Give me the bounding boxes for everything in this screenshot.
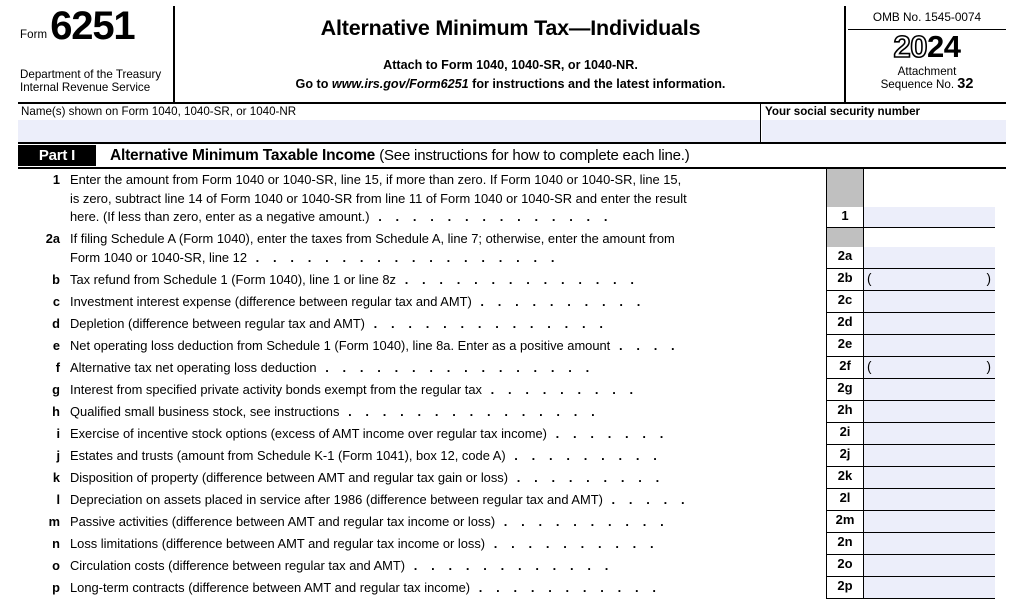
line-description-2g bbox=[70, 381, 825, 400]
form-number: 6251 bbox=[50, 4, 135, 48]
ssn-caption: Your social security number bbox=[765, 105, 921, 118]
dot-leader: . . . . . . . . . bbox=[505, 447, 662, 463]
line-text: Enter the amount from Form 1040 or 1040-SR, line 15, if more than zero. If Form 1040 or 1040-SR, line 15, bbox=[70, 172, 682, 187]
part-1-title: Alternative Minimum Taxable Income bbox=[110, 147, 376, 164]
amount-input-2j[interactable] bbox=[864, 445, 995, 467]
line-description-2n bbox=[70, 535, 825, 554]
form-line-row bbox=[18, 169, 1006, 228]
line-box-label-2b: 2b bbox=[826, 269, 864, 291]
goto-prefix: Go to bbox=[295, 77, 332, 91]
part-1-title-row bbox=[110, 145, 690, 166]
line-number-2p: p bbox=[52, 579, 60, 595]
name-input[interactable] bbox=[18, 120, 760, 142]
form-line-row bbox=[18, 533, 1006, 555]
dot-leader: . . . . . . . bbox=[546, 425, 669, 441]
line-text: Depreciation on assets placed in service after 1986 (difference between regular tax and AMT) . . . . . bbox=[70, 491, 690, 507]
department-line-1: Department of the Treasury bbox=[20, 68, 162, 81]
tax-year bbox=[848, 30, 1006, 64]
line-number-2k: k bbox=[52, 469, 60, 485]
line-number-2o: o bbox=[52, 557, 60, 573]
tax-year-block bbox=[848, 30, 1006, 91]
amount-input-2e[interactable] bbox=[864, 335, 995, 357]
line-box-label-2l: 2l bbox=[826, 489, 864, 511]
line-text: Qualified small business stock, see instructions . . . . . . . . . . . . . . . bbox=[70, 403, 600, 419]
line-text: Passive activities (difference between AMT and regular tax income or loss) . . . . . . . . . . bbox=[70, 513, 669, 529]
line-number-1: 1 bbox=[52, 172, 60, 187]
line-number-2j: j bbox=[56, 447, 60, 463]
line-number-box-spacer bbox=[826, 228, 864, 247]
line-description-2h bbox=[70, 403, 825, 422]
line-description-1 bbox=[70, 171, 825, 227]
negative-paren-close: ) bbox=[986, 359, 991, 375]
line-box-label-2f: 2f bbox=[826, 357, 864, 379]
line-number-box-spacer bbox=[826, 169, 864, 207]
line-text: Exercise of incentive stock options (excess of AMT income over regular tax income) . . . . . . . bbox=[70, 425, 669, 441]
form-line-row bbox=[18, 313, 1006, 335]
dot-leader: . . . . . . . . . . . . . . bbox=[396, 271, 640, 287]
line-box-label-2d: 2d bbox=[826, 313, 864, 335]
form-line-row bbox=[18, 467, 1006, 489]
dot-leader: . . . . . . . . . . . . . . bbox=[364, 315, 609, 331]
line-number-2h: h bbox=[52, 403, 60, 419]
line-box-label-2m: 2m bbox=[826, 511, 864, 533]
goto-suffix: for instructions and the latest information. bbox=[468, 77, 726, 91]
line-text: is zero, subtract line 14 of Form 1040 or 1040-SR from line 11 of Form 1040 or 1040-SR and enter the result bbox=[70, 190, 687, 206]
line-number-2d: d bbox=[52, 315, 60, 331]
form-line-row bbox=[18, 511, 1006, 533]
line-number-2m: m bbox=[48, 513, 60, 529]
amount-input-2c[interactable] bbox=[864, 291, 995, 313]
amount-input-2a[interactable] bbox=[864, 247, 995, 269]
form-line-row bbox=[18, 555, 1006, 577]
dot-leader: . . . . . . . . . . bbox=[471, 293, 646, 309]
line-number-2f: f bbox=[55, 359, 60, 375]
negative-paren-open: ( bbox=[867, 271, 872, 287]
form-line-row bbox=[18, 269, 1006, 291]
amount-input-2o[interactable] bbox=[864, 555, 995, 577]
taxpayer-identity-row bbox=[18, 104, 1006, 144]
line-box-label-2n: 2n bbox=[826, 533, 864, 555]
amount-input-2l[interactable] bbox=[864, 489, 995, 511]
form-line-row bbox=[18, 423, 1006, 445]
line-number-2e: e bbox=[52, 337, 60, 353]
line-number-2n: n bbox=[52, 535, 60, 551]
amount-input-2f[interactable] bbox=[864, 357, 995, 379]
form-line-row bbox=[18, 445, 1006, 467]
line-number-2a: 2a bbox=[45, 231, 60, 247]
form-line-row bbox=[18, 228, 1006, 269]
negative-paren-open: ( bbox=[867, 359, 872, 375]
line-text: Disposition of property (difference between AMT and regular tax gain or loss) . . . . . . . . . bbox=[70, 469, 665, 485]
line-description-2k bbox=[70, 469, 825, 488]
amount-input-2d[interactable] bbox=[864, 313, 995, 335]
form-line-row bbox=[18, 489, 1006, 511]
line-box-label-2p: 2p bbox=[826, 577, 864, 599]
dot-leader: . . . . . . . . . . . . . . . . bbox=[316, 359, 595, 375]
amount-input-1[interactable] bbox=[864, 207, 995, 229]
header-omb-block bbox=[848, 6, 1006, 102]
department-block bbox=[20, 68, 161, 95]
form-line-row bbox=[18, 577, 1006, 599]
sequence-number: 32 bbox=[957, 76, 974, 93]
sequence-label: Sequence No. bbox=[880, 78, 958, 92]
form-number-row bbox=[20, 4, 135, 48]
irs-url[interactable]: www.irs.gov/Form6251 bbox=[331, 77, 469, 91]
ssn-field-cell bbox=[762, 104, 1006, 142]
form-line-row bbox=[18, 291, 1006, 313]
line-text: here. (If less than zero, enter as a negative amount.) . . . . . . . . . . . . . . bbox=[70, 209, 613, 225]
line-description-2f bbox=[70, 359, 825, 378]
name-field-cell bbox=[18, 104, 761, 142]
line-description-2d bbox=[70, 315, 825, 334]
part-1-header bbox=[18, 145, 1006, 169]
line-description-2e bbox=[70, 337, 825, 356]
line-text: Long-term contracts (difference between AMT and regular tax income) . . . . . . . . . . . bbox=[70, 579, 662, 595]
line-box-label-2c: 2c bbox=[826, 291, 864, 313]
line-text: Estates and trusts (amount from Schedule K-1 (Form 1041), box 12, code A) . . . . . . . . . bbox=[70, 447, 662, 463]
attachment-label: Attachment bbox=[897, 65, 957, 78]
line-number-2c: c bbox=[52, 293, 60, 309]
dot-leader: . . . . . . . . . . . bbox=[470, 579, 662, 595]
line-description-2i bbox=[70, 425, 825, 444]
form-title: Alternative Minimum Tax—Individuals bbox=[320, 16, 701, 40]
amount-spacer bbox=[864, 228, 995, 247]
line-description-2p bbox=[70, 579, 825, 598]
amount-input-2m[interactable] bbox=[864, 511, 995, 533]
dot-leader: . . . . . bbox=[602, 491, 690, 507]
dot-leader: . . . . . . . . . . . . . . . . . . bbox=[246, 249, 560, 265]
line-description-2j bbox=[70, 447, 825, 466]
line-box-label-2a: 2a bbox=[826, 247, 864, 269]
line-text: Investment interest expense (difference between regular tax and AMT) . . . . . . . . . . bbox=[70, 293, 646, 309]
form-line-row bbox=[18, 335, 1006, 357]
ssn-input[interactable] bbox=[762, 120, 1006, 142]
department-line-2: Internal Revenue Service bbox=[20, 81, 151, 95]
dot-leader: . . . . . . . . . bbox=[508, 469, 665, 485]
form-line-row bbox=[18, 401, 1006, 423]
line-box-label-2i: 2i bbox=[826, 423, 864, 445]
tax-year-suffix: 24 bbox=[927, 29, 961, 64]
line-box-label-2g: 2g bbox=[826, 379, 864, 401]
line-description-2m bbox=[70, 513, 825, 532]
amount-input-2n[interactable] bbox=[864, 533, 995, 555]
tax-year-prefix: 20 bbox=[893, 29, 927, 64]
header-form-identity bbox=[18, 6, 175, 102]
dot-leader: . . . . bbox=[610, 337, 680, 353]
line-number-2g: g bbox=[52, 381, 60, 397]
line-number-2i: i bbox=[56, 425, 60, 441]
attachment-sequence bbox=[848, 65, 1006, 91]
line-text: Circulation costs (difference between regular tax and AMT) . . . . . . . . . . . . bbox=[70, 557, 614, 573]
line-text: Interest from specified private activity bonds exempt from the regular tax . . . . . . . . . bbox=[70, 381, 639, 397]
form-header bbox=[18, 6, 1006, 104]
goto-line bbox=[177, 77, 844, 91]
line-box-label-2h: 2h bbox=[826, 401, 864, 423]
omb-number: OMB No. 1545-0074 bbox=[872, 10, 982, 24]
amount-input-2b[interactable] bbox=[864, 269, 995, 291]
line-text: Tax refund from Schedule 1 (Form 1040), line 1 or line 8z . . . . . . . . . . . . . . bbox=[70, 271, 640, 287]
line-box-label-1: 1 bbox=[826, 207, 864, 229]
dot-leader: . . . . . . . . . . . . . . . bbox=[339, 403, 600, 419]
line-text: Loss limitations (difference between AMT and regular tax income or loss) . . . . . . . . . . bbox=[70, 535, 659, 551]
dot-leader: . . . . . . . . . . . . bbox=[405, 557, 614, 573]
form-line-row bbox=[18, 379, 1006, 401]
line-number-2l: l bbox=[56, 491, 60, 507]
amount-spacer bbox=[864, 169, 995, 207]
line-number-2b: b bbox=[52, 271, 60, 287]
amount-input-2g[interactable] bbox=[864, 379, 995, 401]
attach-to-text: Attach to Form 1040, 1040-SR, or 1040-NR. bbox=[383, 58, 638, 72]
amount-input-2k[interactable] bbox=[864, 467, 995, 489]
dot-leader: . . . . . . . . . . bbox=[485, 535, 659, 551]
line-description-2c bbox=[70, 293, 825, 312]
form-label: Form bbox=[20, 28, 48, 41]
negative-paren-close: ) bbox=[986, 271, 991, 287]
line-text: Net operating loss deduction from Schedule 1 (Form 1040), line 8a. Enter as a positive amount . . . . bbox=[70, 337, 680, 353]
dot-leader: . . . . . . . . . . . . . . bbox=[369, 209, 613, 225]
name-caption: Name(s) shown on Form 1040, 1040-SR, or 1040-NR bbox=[21, 105, 297, 118]
part-1-tag: Part I bbox=[18, 145, 96, 166]
dot-leader: . . . . . . . . . . bbox=[495, 513, 669, 529]
line-description-2l bbox=[70, 491, 825, 510]
line-box-label-2o: 2o bbox=[826, 555, 864, 577]
line-text: If filing Schedule A (Form 1040), enter the taxes from Schedule A, line 7; otherwise, enter the amount from bbox=[70, 231, 675, 247]
line-description-2o bbox=[70, 557, 825, 576]
amount-input-2i[interactable] bbox=[864, 423, 995, 445]
line-text: Depletion (difference between regular tax and AMT) . . . . . . . . . . . . . . bbox=[70, 315, 609, 331]
header-title-block bbox=[177, 6, 846, 102]
part-1-note: (See instructions for how to complete each line.) bbox=[379, 147, 690, 164]
form-line-row bbox=[18, 357, 1006, 379]
amount-input-2h[interactable] bbox=[864, 401, 995, 423]
line-box-label-2e: 2e bbox=[826, 335, 864, 357]
line-text: Form 1040 or 1040-SR, line 12 . . . . . . . . . . . . . . . . . . bbox=[70, 249, 560, 265]
line-box-label-2k: 2k bbox=[826, 467, 864, 489]
line-box-label-2j: 2j bbox=[826, 445, 864, 467]
line-text: Alternative tax net operating loss deduction . . . . . . . . . . . . . . . . bbox=[70, 359, 595, 375]
line-description-2a bbox=[70, 230, 825, 267]
dot-leader: . . . . . . . . . bbox=[481, 381, 639, 397]
line-description-2b bbox=[70, 271, 825, 290]
amount-input-2p[interactable] bbox=[864, 577, 995, 599]
